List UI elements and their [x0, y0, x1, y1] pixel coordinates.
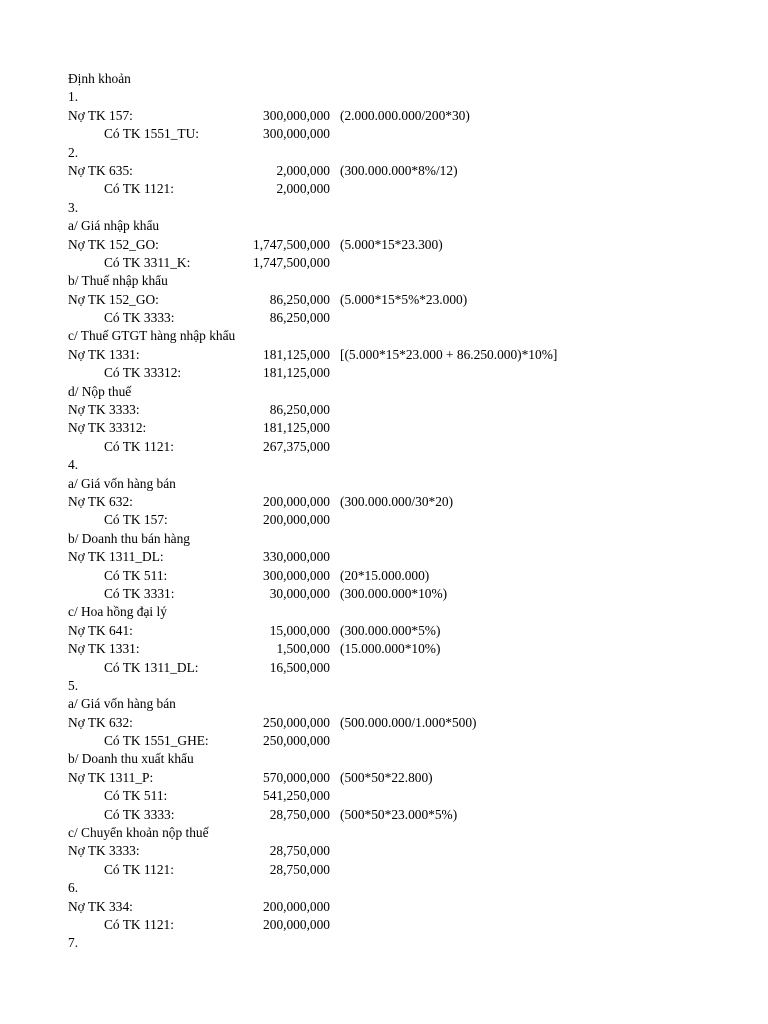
amount-value: 267,375,000 [263, 438, 330, 454]
calculation-note: (500*50*23.000*5%) [340, 806, 458, 822]
amount-value: 2,000,000 [276, 181, 330, 197]
account-label: Có TK 511: [104, 788, 168, 804]
account-label: Nợ TK 152_GO: [68, 236, 159, 252]
amount-value: 300,000,000 [263, 567, 330, 583]
account-label: Nợ TK 1311_P: [68, 769, 154, 785]
amount-value: 250,000,000 [263, 733, 330, 749]
section-heading-text: b/ Doanh thu xuất khẩu [68, 751, 194, 767]
account-label: Nợ TK 1331: [68, 346, 140, 362]
section-heading-text: a/ Giá vốn hàng bán [68, 696, 176, 712]
account-label: Nợ TK 157: [68, 107, 133, 123]
account-label: Có TK 3331: [104, 585, 175, 601]
account-label: Nợ TK 33312: [68, 420, 147, 436]
amount-value: 181,125,000 [263, 420, 330, 436]
account-label: Có TK 3311_K: [104, 254, 191, 270]
account-label: Nợ TK 1331: [68, 641, 140, 657]
amount-value: 86,250,000 [269, 402, 330, 418]
amount-value: 200,000,000 [263, 512, 330, 528]
account-label: Có TK 3333: [104, 310, 175, 326]
amount-value: 1,500,000 [276, 641, 330, 657]
account-label: Nợ TK 632: [68, 714, 133, 730]
account-label: Có TK 511: [104, 567, 168, 583]
amount-value: 28,750,000 [269, 843, 330, 859]
amount-value: 16,500,000 [269, 659, 330, 675]
account-label: Có TK 1311_DL: [104, 659, 199, 675]
calculation-note: (5.000*15*5%*23.000) [340, 291, 468, 307]
account-label: Nợ TK 152_GO: [68, 291, 159, 307]
calculation-note: (300.000.000*8%/12) [340, 162, 458, 178]
section-heading-text: c/ Hoa hồng đại lý [68, 604, 167, 620]
section-heading-text: b/ Doanh thu bán hàng [68, 530, 190, 546]
amount-value: 2,000,000 [276, 162, 330, 178]
section-heading-text: 2. [68, 144, 79, 160]
amount-value: 28,750,000 [269, 806, 330, 822]
account-label: Có TK 1551_GHE: [104, 733, 209, 749]
calculation-note: (300.000.000*10%) [340, 585, 448, 601]
calculation-note: (300.000.000*5%) [340, 622, 441, 638]
account-label: Có TK 33312: [104, 365, 182, 381]
amount-value: 1,747,500,000 [253, 254, 330, 270]
amount-value: 300,000,000 [263, 107, 330, 123]
amount-value: 15,000,000 [269, 622, 330, 638]
amount-value: 570,000,000 [263, 769, 330, 785]
account-label: Nợ TK 1311_DL: [68, 549, 164, 565]
amount-value: 200,000,000 [263, 898, 330, 914]
account-label: Nợ TK 632: [68, 493, 133, 509]
calculation-note: (15.000.000*10%) [340, 641, 441, 657]
section-heading-text: a/ Giá nhập khẩu [68, 218, 160, 234]
section-heading-text: 3. [68, 199, 79, 215]
account-label: Có TK 157: [104, 512, 168, 528]
account-label: Nợ TK 3333: [68, 402, 140, 418]
amount-value: 30,000,000 [269, 585, 330, 601]
section-heading-text: d/ Nộp thuế [68, 383, 132, 399]
calculation-note: (5.000*15*23.300) [340, 236, 443, 252]
amount-value: 250,000,000 [263, 714, 330, 730]
calculation-note: (300.000.000/30*20) [340, 493, 454, 509]
amount-value: 541,250,000 [263, 788, 330, 804]
section-heading-text: 4. [68, 457, 79, 473]
section-heading-text: 5. [68, 677, 79, 693]
amount-value: 86,250,000 [269, 291, 330, 307]
calculation-note: (500.000.000/1.000*500) [340, 714, 477, 730]
account-label: Có TK 1121: [104, 916, 174, 932]
calculation-note: (500*50*22.800) [340, 769, 433, 785]
title-text: Định khoản [68, 71, 131, 86]
section-heading-text: 7. [68, 935, 79, 951]
amount-value: 181,125,000 [263, 346, 330, 362]
amount-value: 181,125,000 [263, 365, 330, 381]
account-label: Nợ TK 635: [68, 162, 133, 178]
account-label: Có TK 1121: [104, 438, 174, 454]
section-heading-text: c/ Chuyển khoản nộp thuế [68, 825, 209, 841]
calculation-note: [(5.000*15*23.000 + 86.250.000)*10%] [340, 346, 558, 362]
account-label: Nợ TK 641: [68, 622, 133, 638]
amount-value: 330,000,000 [263, 549, 330, 565]
amount-value: 300,000,000 [263, 126, 330, 142]
calculation-note: (2.000.000.000/200*30) [340, 107, 470, 123]
section-heading-text: a/ Giá vốn hàng bán [68, 475, 176, 491]
account-label: Có TK 1121: [104, 181, 174, 197]
account-label: Nợ TK 334: [68, 898, 133, 914]
section-heading-text: 6. [68, 880, 79, 896]
amount-value: 28,750,000 [269, 861, 330, 877]
account-label: Có TK 1121: [104, 861, 174, 877]
account-label: Có TK 3333: [104, 806, 175, 822]
section-heading-text: 1. [68, 89, 79, 105]
calculation-note: (20*15.000.000) [340, 567, 430, 583]
section-heading-text: c/ Thuế GTGT hàng nhập khẩu [68, 328, 236, 344]
account-label: Nợ TK 3333: [68, 843, 140, 859]
section-heading-text: b/ Thuế nhập khẩu [68, 273, 168, 289]
amount-value: 200,000,000 [263, 493, 330, 509]
amount-value: 1,747,500,000 [253, 236, 330, 252]
amount-value: 200,000,000 [263, 916, 330, 932]
amount-value: 86,250,000 [269, 310, 330, 326]
account-label: Có TK 1551_TU: [104, 126, 199, 142]
